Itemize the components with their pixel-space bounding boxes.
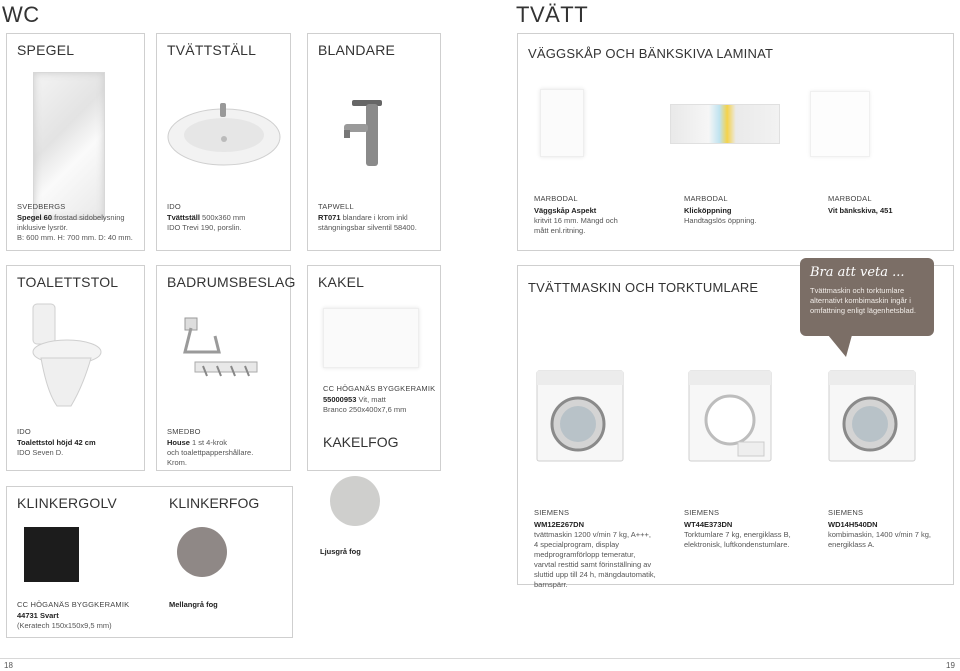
page-number-left: 18	[4, 661, 13, 670]
kakel-brand: CC HÖGANÄS BYGGKERAMIK	[323, 384, 436, 393]
page-heading-wc: WC	[2, 2, 40, 27]
washing-machine-image	[536, 370, 624, 462]
dryer-image	[688, 370, 772, 462]
blandare-brand: TAPWELL	[318, 202, 354, 211]
klinkergolv-swatch	[24, 527, 79, 582]
bathroom-fittings-image	[175, 316, 265, 380]
tvattstall-title: TVÄTTSTÄLL	[167, 42, 257, 58]
bankskiva-brand: MARBODAL	[828, 194, 872, 203]
vaggskap-brand: MARBODAL	[534, 194, 578, 203]
tvattstall-card	[156, 33, 291, 251]
wd-brand: SIEMENS	[828, 508, 864, 517]
toilet-image	[27, 302, 103, 412]
kakel-desc: 55000953 Vit, matt Branco 250x400x7,6 mm	[323, 395, 407, 414]
countertop-swatch	[810, 91, 870, 157]
tvattmaskin-section-title: TVÄTTMASKIN OCH TORKTUMLARE	[528, 280, 759, 295]
kakel-title: KAKEL	[318, 274, 365, 290]
callout-pointer	[828, 335, 852, 359]
badrumsbeslag-desc: House 1 st 4-krok och toalettpappershållare. Krom.	[167, 438, 254, 467]
callout-text: Tvättmaskin och torktumlare alternativt kombimaskin ingår i omfattning enligt lägenhetsblad.	[810, 286, 916, 315]
spegel-card	[6, 33, 145, 251]
klinkerfog-title: KLINKERFOG	[169, 495, 260, 511]
kakelfog-desc: Ljusgrå fog	[320, 547, 361, 556]
badrumsbeslag-title: BADRUMSBESLAG	[167, 274, 296, 290]
kakelfog-swatch	[330, 476, 380, 526]
page-heading-tvatt: TVÄTT	[516, 2, 589, 27]
wt-desc: WT44E373DN Torktumlare 7 kg, energiklass B, elektronisk, luftkondenstumlare.	[684, 520, 791, 549]
kakel-card	[307, 265, 441, 471]
spegel-brand: SVEDBERGS	[17, 202, 66, 211]
page-number-right: 19	[946, 661, 955, 670]
click-opening-image	[670, 104, 780, 144]
toalettstol-brand: IDO	[17, 427, 31, 436]
klinker-card	[6, 486, 293, 638]
cabinet-swatch	[540, 89, 584, 157]
wt-brand: SIEMENS	[684, 508, 720, 517]
wd-desc: WD14H540DN kombimaskin, 1400 v/min 7 kg, energiklass A.	[828, 520, 931, 549]
klick-brand: MARBODAL	[684, 194, 728, 203]
callout-title: Bra att veta ...	[810, 265, 905, 280]
klick-desc: Klicköppning Handtagslös öppning.	[684, 206, 757, 225]
footer-rule	[0, 658, 960, 659]
kakel-swatch	[323, 308, 419, 368]
toalettstol-card	[6, 265, 145, 471]
vaggskap-section	[517, 33, 954, 251]
mirror-image	[33, 72, 105, 220]
faucet-image	[342, 94, 402, 170]
tvattstall-brand: IDO	[167, 202, 181, 211]
badrumsbeslag-card	[156, 265, 296, 471]
spegel-desc: Spegel 60 frostad sidobelysning inklusive lysrör. B: 600 mm. H: 700 mm. D: 40 mm.	[17, 213, 133, 242]
blandare-desc: RT071 blandare i krom inkl stängningsbar silventil 58400.	[318, 213, 417, 232]
bankskiva-desc: Vit bänkskiva, 451	[828, 206, 893, 215]
blandare-title: BLANDARE	[318, 42, 396, 58]
washbasin-image	[165, 99, 283, 169]
tvattstall-desc: Tvättställ 500x360 mm IDO Trevi 190, porslin.	[167, 213, 246, 232]
wm-desc: WM12E267DN tvättmaskin 1200 v/min 7 kg, A+++, 4 specialprogram, display medprogramförlopp temeratur, varvtal resttid samt förinställning av sluttid upp till 24 h, mängdautomatik, barnspärr.	[534, 520, 656, 589]
spegel-title: SPEGEL	[17, 42, 75, 58]
klinkerfog-desc: Mellangrå fog	[169, 600, 218, 609]
vaggskap-section-title: VÄGGSKÅP OCH BÄNKSKIVA LAMINAT	[528, 46, 774, 61]
combo-machine-image	[828, 370, 916, 462]
klinkergolv-desc: 44731 Svart (Keratech 150x150x9,5 mm)	[17, 611, 112, 630]
klinkergolv-title: KLINKERGOLV	[17, 495, 117, 511]
klinkergolv-brand: CC HÖGANÄS BYGGKERAMIK	[17, 600, 130, 609]
blandare-card	[307, 33, 441, 251]
vaggskap-desc: Väggskåp Aspekt kritvit 16 mm. Mängd och mått enl.ritning.	[534, 206, 618, 235]
badrumsbeslag-brand: SMEDBO	[167, 427, 201, 436]
toalettstol-title: TOALETTSTOL	[17, 274, 119, 290]
info-callout	[800, 258, 934, 336]
klinkerfog-swatch	[177, 527, 227, 577]
kakelfog-title: KAKELFOG	[323, 434, 399, 450]
toalettstol-desc: Toalettstol höjd 42 cm IDO Seven D.	[17, 438, 96, 457]
wm-brand: SIEMENS	[534, 508, 570, 517]
